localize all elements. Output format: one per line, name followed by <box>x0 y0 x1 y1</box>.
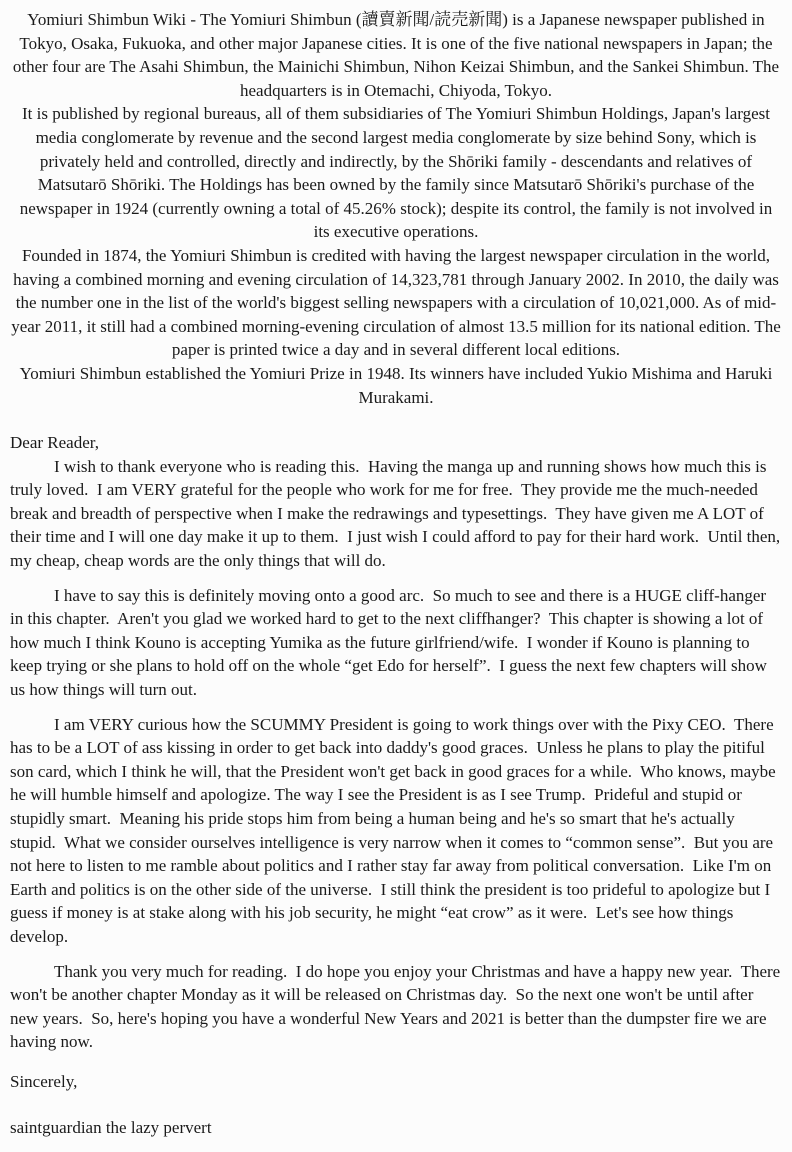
letter-paragraph: I am VERY curious how the SCUMMY President is going to work things over with the Pixy CEO. There has to be a LOT of ass kissing in order to get back into daddy's good graces. Unless he plans to play the pitiful son card, which I think he will, that the President won't get back in good graces for a while. Who knows, maybe he will humble himself and apologize. The way I see the President is as I see Trump. Prideful and stupid or stupidly smart. Meaning his pride stops him from being a human being and he's so smart that he's actually stupid. What we consider ourselves intelligence is very narrow when it comes to “common sense”. But you are not here to listen to me ramble about politics and I rather stay far away from political conversation. Like I'm on Earth and politics is on the other side of the universe. I still think the president is too prideful to apologize but I guess if money is at stake along with his job security, he might “eat crow” as it were. Let's see how things develop. <box>10 714 780 946</box>
intro-paragraph: Founded in 1874, the Yomiuri Shimbun is credited with having the largest newspaper circulation in the world, having a combined morning and evening circulation of 14,323,781 through January 2002. In 2010, the daily was the number one in the list of the world's biggest selling newspapers with a circulation of 10,021,000. As of mid-year 2011, it still had a combined morning-evening circulation of almost 13.5 million for its national edition. The paper is printed twice a day and in several different local editions. <box>11 245 781 360</box>
intro-paragraph: It is published by regional bureaus, all of them subsidiaries of The Yomiuri Shimbun Holdings, Japan's largest media conglomerate by revenue and the second largest media conglomerate by size behind Sony, which is privately held and controlled, directly and indirectly, by the Shōriki family - descendants and relatives of Matsutarō Shōriki. The Holdings has been owned by the family since Matsutarō Shōriki's purchase of the newspaper in 1924 (currently owning a total of 45.26% stock); despite its control, the family is not involved in its executive operations. <box>19 104 773 242</box>
wiki-intro-section <box>10 8 782 409</box>
letter-paragraph: I wish to thank everyone who is reading this. Having the manga up and running shows how much this is truly loved. I am VERY grateful for the people who work for me for free. They provide me the much-needed break and breadth of perspective when I make the redrawings and typesettings. They have given me A LOT of their time and I will one day make it up to them. I just wish I could afford to pay for their hard work. Until then, my cheap, cheap words are the only things that will do. <box>10 456 785 571</box>
signature: saintguardian the lazy pervert <box>10 1117 212 1137</box>
letter-body <box>10 455 785 1054</box>
letter-paragraph: Thank you very much for reading. I do hope you enjoy your Christmas and have a happy new year. There won't be another chapter Monday as it will be released on Christmas day. So the next one won't be until after new years. So, here's hoping you have a wonderful New Years and 2021 is better than the dumpster fire we are having now. <box>10 961 785 1052</box>
intro-paragraph: Yomiuri Shimbun established the Yomiuri Prize in 1948. Its winners have included Yukio Mishima and Haruki Murakami. <box>19 363 773 407</box>
intro-paragraph: Yomiuri Shimbun Wiki - The Yomiuri Shimbun (讀賣新聞/読売新聞) is a Japanese newspaper published in Tokyo, Osaka, Fukuoka, and other major Japanese cities. It is one of the five national newspapers in Japan; the other four are The Asahi Shimbun, the Mainichi Shimbun, Nihon Keizai Shimbun, and the Sankei Shimbun. The headquarters is in Otemachi, Chiyoda, Tokyo. <box>12 10 780 100</box>
letter-paragraph: I have to say this is definitely moving onto a good arc. So much to see and there is a HUGE cliff-hanger in this chapter. Aren't you glad we worked hard to get to the next cliffhanger? This chapter is showing a lot of how much I think Kouno is accepting Yumika as the future girlfriend/wife. I wonder if Kouno is planning to keep trying or she plans to hold off on the whole “get Edo for herself”. I guess the next few chapters will show us how things will turn out. <box>10 585 772 700</box>
salutation: Dear Reader, <box>10 433 99 453</box>
closing: Sincerely, <box>10 1071 78 1091</box>
